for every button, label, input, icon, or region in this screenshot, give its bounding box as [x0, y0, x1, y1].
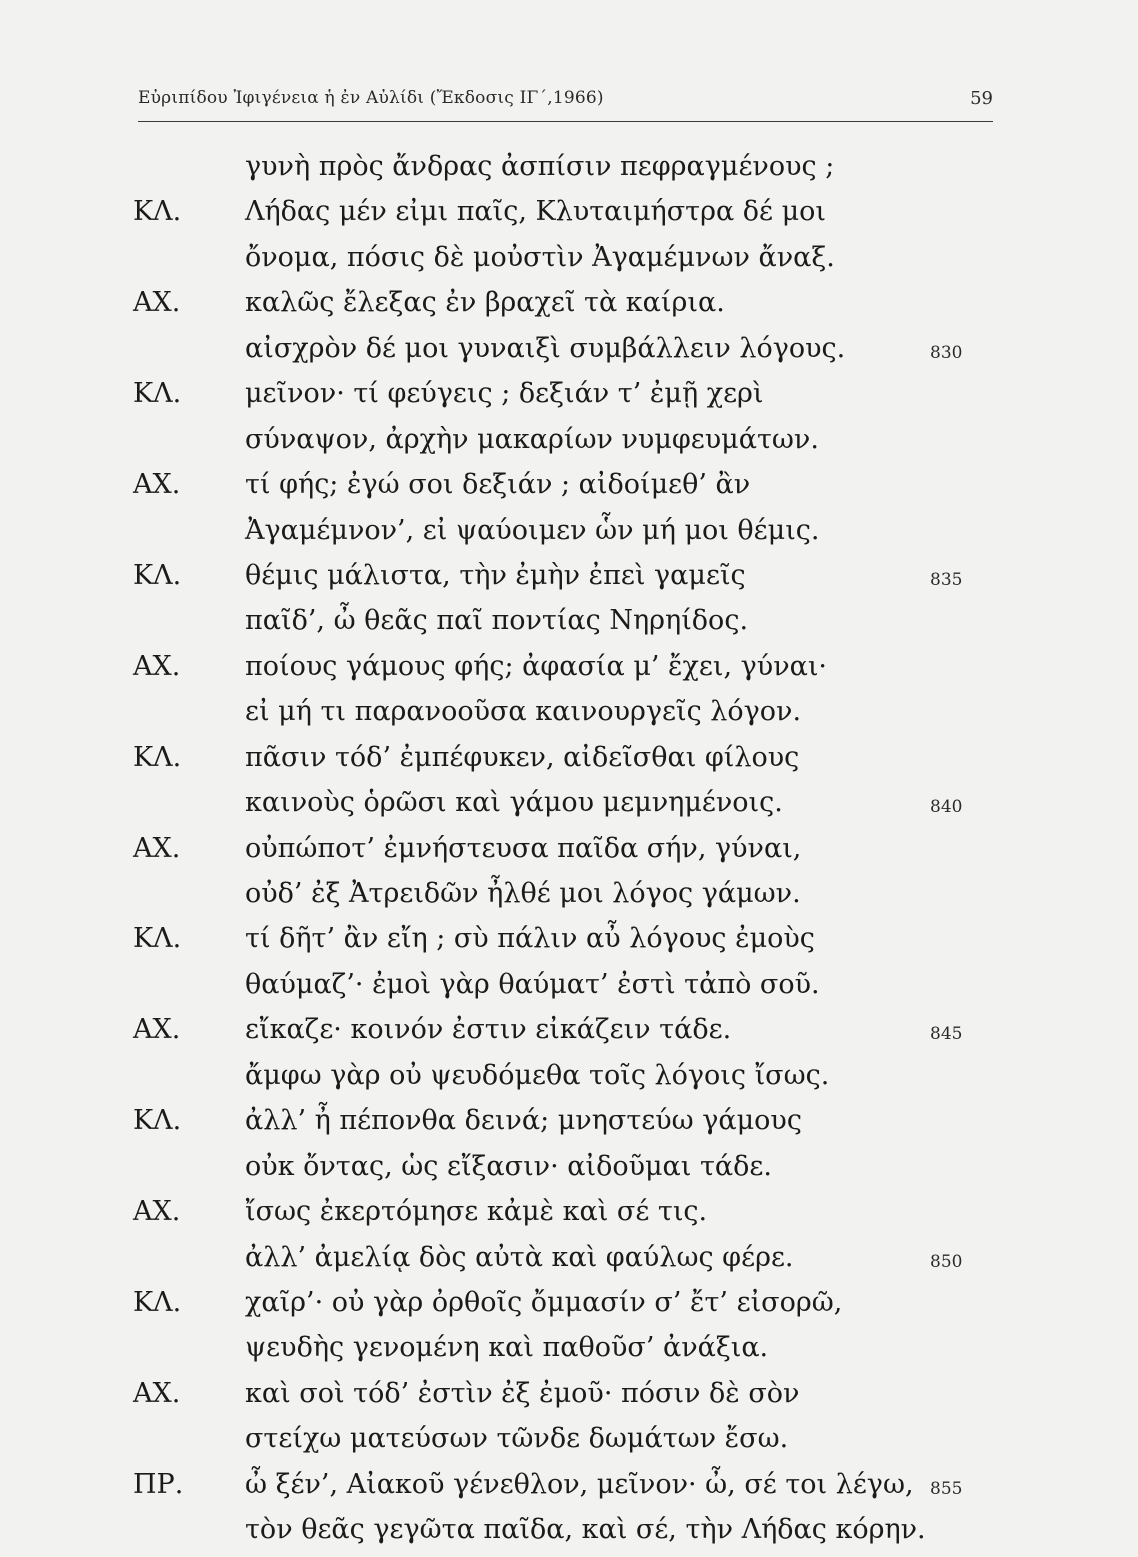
verse-text: χαῖρ’· οὐ γὰρ ὀρθοῖς ὄμμασίν σ’ ἔτ’ εἰσορῶ, [245, 1286, 843, 1318]
verse-text: γυνὴ πρὸς ἄνδρας ἀσπίσιν πεφραγμένους ; [245, 151, 835, 182]
speaker-label: ΑΧ. [133, 1377, 181, 1409]
verse-line [0, 648, 1138, 693]
verse-line [0, 239, 1138, 284]
line-number: 840 [930, 797, 963, 818]
verse-text: ψευδὴς γενομένη καὶ παθοῦσ’ ἀνάξια. [245, 1332, 769, 1364]
line-number: 835 [930, 569, 963, 590]
verse-text: τὸν θεᾶς γεγῶτα παῖδα, καὶ σέ, τὴν Λήδας κόρην. [245, 1514, 926, 1546]
verse-line [0, 193, 1138, 238]
header-rule [138, 121, 993, 122]
verse-line [0, 1511, 1138, 1556]
verse-line [0, 693, 1138, 738]
verse-line [0, 875, 1138, 920]
verse-line [0, 602, 1138, 647]
verse-line [0, 920, 1138, 965]
verse-text: ἄμφω γὰρ οὐ ψευδόμεθα τοῖς λόγοις ἴσως. [245, 1059, 830, 1091]
verse-line [0, 1102, 1138, 1147]
verse-line [0, 421, 1138, 466]
speaker-label: ΑΧ. [133, 1196, 181, 1228]
verse-text: παῖδ’, ὦ θεᾶς παῖ ποντίας Νηρηίδος. [245, 605, 749, 637]
verse-line [0, 784, 1138, 829]
verse-text: οὐπώποτ’ ἐμνήστευσα παῖδα σήν, γύναι, [245, 832, 802, 864]
verse-text: καὶ σοὶ τόδ’ ἐστὶν ἐξ ἐμοῦ· πόσιν δὲ σὸν [245, 1377, 800, 1409]
verse-text: ποίους γάμους φής; ἀφασία μ’ ἔχει, γύναι· [245, 650, 828, 682]
running-title: Εὐριπίδου Ἰφιγένεια ἡ ἐν Αὐλίδι (Ἔκδοσις ΙΓ΄,1966) [138, 88, 604, 108]
speaker-label: ΑΧ. [133, 650, 181, 682]
line-number: 845 [930, 1024, 963, 1045]
verse-line [0, 1329, 1138, 1374]
verse-line [0, 1057, 1138, 1102]
speaker-label: ΚΛ. [133, 559, 182, 591]
verse-line [0, 1375, 1138, 1420]
verse-line [0, 830, 1138, 875]
line-number: 830 [930, 342, 963, 363]
verse-text: οὐδ’ ἐξ Ἀτρειδῶν ἦλθέ μοι λόγος γάμων. [245, 878, 801, 909]
speaker-label: ΠΡ. [133, 1468, 184, 1500]
verse-line [0, 557, 1138, 602]
verse-text: ὦ ξέν’, Αἰακοῦ γένεθλον, μεῖνον· ὦ, σέ τοι λέγω, [245, 1468, 914, 1500]
line-number: 850 [930, 1251, 963, 1272]
speaker-label: ΑΧ. [133, 287, 181, 319]
verse-line [0, 1011, 1138, 1056]
verse-line [0, 1420, 1138, 1465]
running-head [138, 88, 993, 114]
verse-line [0, 1466, 1138, 1511]
verse-line [0, 1284, 1138, 1329]
verse-text: τί φής; ἐγώ σοι δεξιάν ; αἰδοίμεθ’ ἂν [245, 469, 751, 501]
verse-text: ἴσως ἐκερτόμησε κἀμὲ καὶ σέ τις. [245, 1196, 708, 1228]
verse-text: εἰ μή τι παρανοοῦσα καινουργεῖς λόγον. [245, 696, 802, 728]
verse-block [0, 148, 1138, 1557]
verse-text: εἴκαζε· κοινόν ἐστιν εἰκάζειν τάδε. [245, 1014, 732, 1046]
page-number: 59 [970, 88, 993, 109]
verse-text: θαύμαζ’· ἐμοὶ γὰρ θαύματ’ ἐστὶ τἀπὸ σοῦ. [245, 968, 820, 1000]
verse-text: ὄνομα, πόσις δὲ μοὐστὶν Ἀγαμέμνων ἄναξ. [245, 241, 835, 273]
verse-line [0, 330, 1138, 375]
speaker-label: ΚΛ. [133, 1105, 182, 1137]
speaker-label: ΚΛ. [133, 741, 182, 773]
verse-text: μεῖνον· τί φεύγεις ; δεξιάν τ’ ἐμῇ χερὶ [245, 378, 764, 410]
verse-line [0, 148, 1138, 193]
verse-line [0, 466, 1138, 511]
verse-text: ἀλλ’ ἀμελίᾳ δὸς αὐτὰ καὶ φαύλως φέρε. [245, 1241, 794, 1273]
speaker-label: ΚΛ. [133, 923, 182, 955]
line-number: 855 [930, 1478, 963, 1499]
speaker-label: ΑΧ. [133, 1014, 181, 1046]
verse-text: στείχω ματεύσων τῶνδε δωμάτων ἔσω. [245, 1423, 789, 1455]
speaker-label: ΚΛ. [133, 378, 182, 410]
speaker-label: ΚΛ. [133, 196, 182, 228]
verse-text: Λήδας μέν εἰμι παῖς, Κλυταιμήστρα δέ μοι [245, 196, 826, 228]
verse-text: καινοὺς ὁρῶσι καὶ γάμου μεμνημένοις. [245, 787, 783, 819]
verse-line [0, 739, 1138, 784]
speaker-label: ΑΧ. [133, 469, 181, 501]
verse-line [0, 375, 1138, 420]
verse-line [0, 1148, 1138, 1193]
verse-text: θέμις μάλιστα, τὴν ἐμὴν ἐπεὶ γαμεῖς [245, 559, 746, 591]
speaker-label: ΑΧ. [133, 832, 181, 864]
verse-text: τί δῆτ’ ἂν εἴη ; σὺ πάλιν αὖ λόγους ἐμοὺς [245, 923, 815, 955]
verse-text: σύναψον, ἀρχὴν μακαρίων νυμφευμάτων. [245, 423, 819, 455]
verse-line [0, 1239, 1138, 1284]
verse-text: πᾶσιν τόδ’ ἐμπέφυκεν, αἰδεῖσθαι φίλους [245, 741, 800, 773]
verse-text: αἰσχρὸν δέ μοι γυναιξὶ συμβάλλειν λόγους. [245, 332, 846, 364]
speaker-label: ΚΛ. [133, 1286, 182, 1318]
verse-text: καλῶς ἔλεξας ἐν βραχεῖ τὰ καίρια. [245, 287, 725, 319]
verse-text: ἀλλ’ ἦ πέπονθα δεινά; μνηστεύω γάμους [245, 1105, 802, 1137]
verse-line [0, 284, 1138, 329]
verse-line [0, 966, 1138, 1011]
verse-text: οὐκ ὄντας, ὡς εἴξασιν· αἰδοῦμαι τάδε. [245, 1150, 772, 1182]
verse-line [0, 1193, 1138, 1238]
verse-text: Ἀγαμέμνον’, εἰ ψαύοιμεν ὧν μή μοι θέμις. [245, 514, 820, 546]
verse-line [0, 512, 1138, 557]
